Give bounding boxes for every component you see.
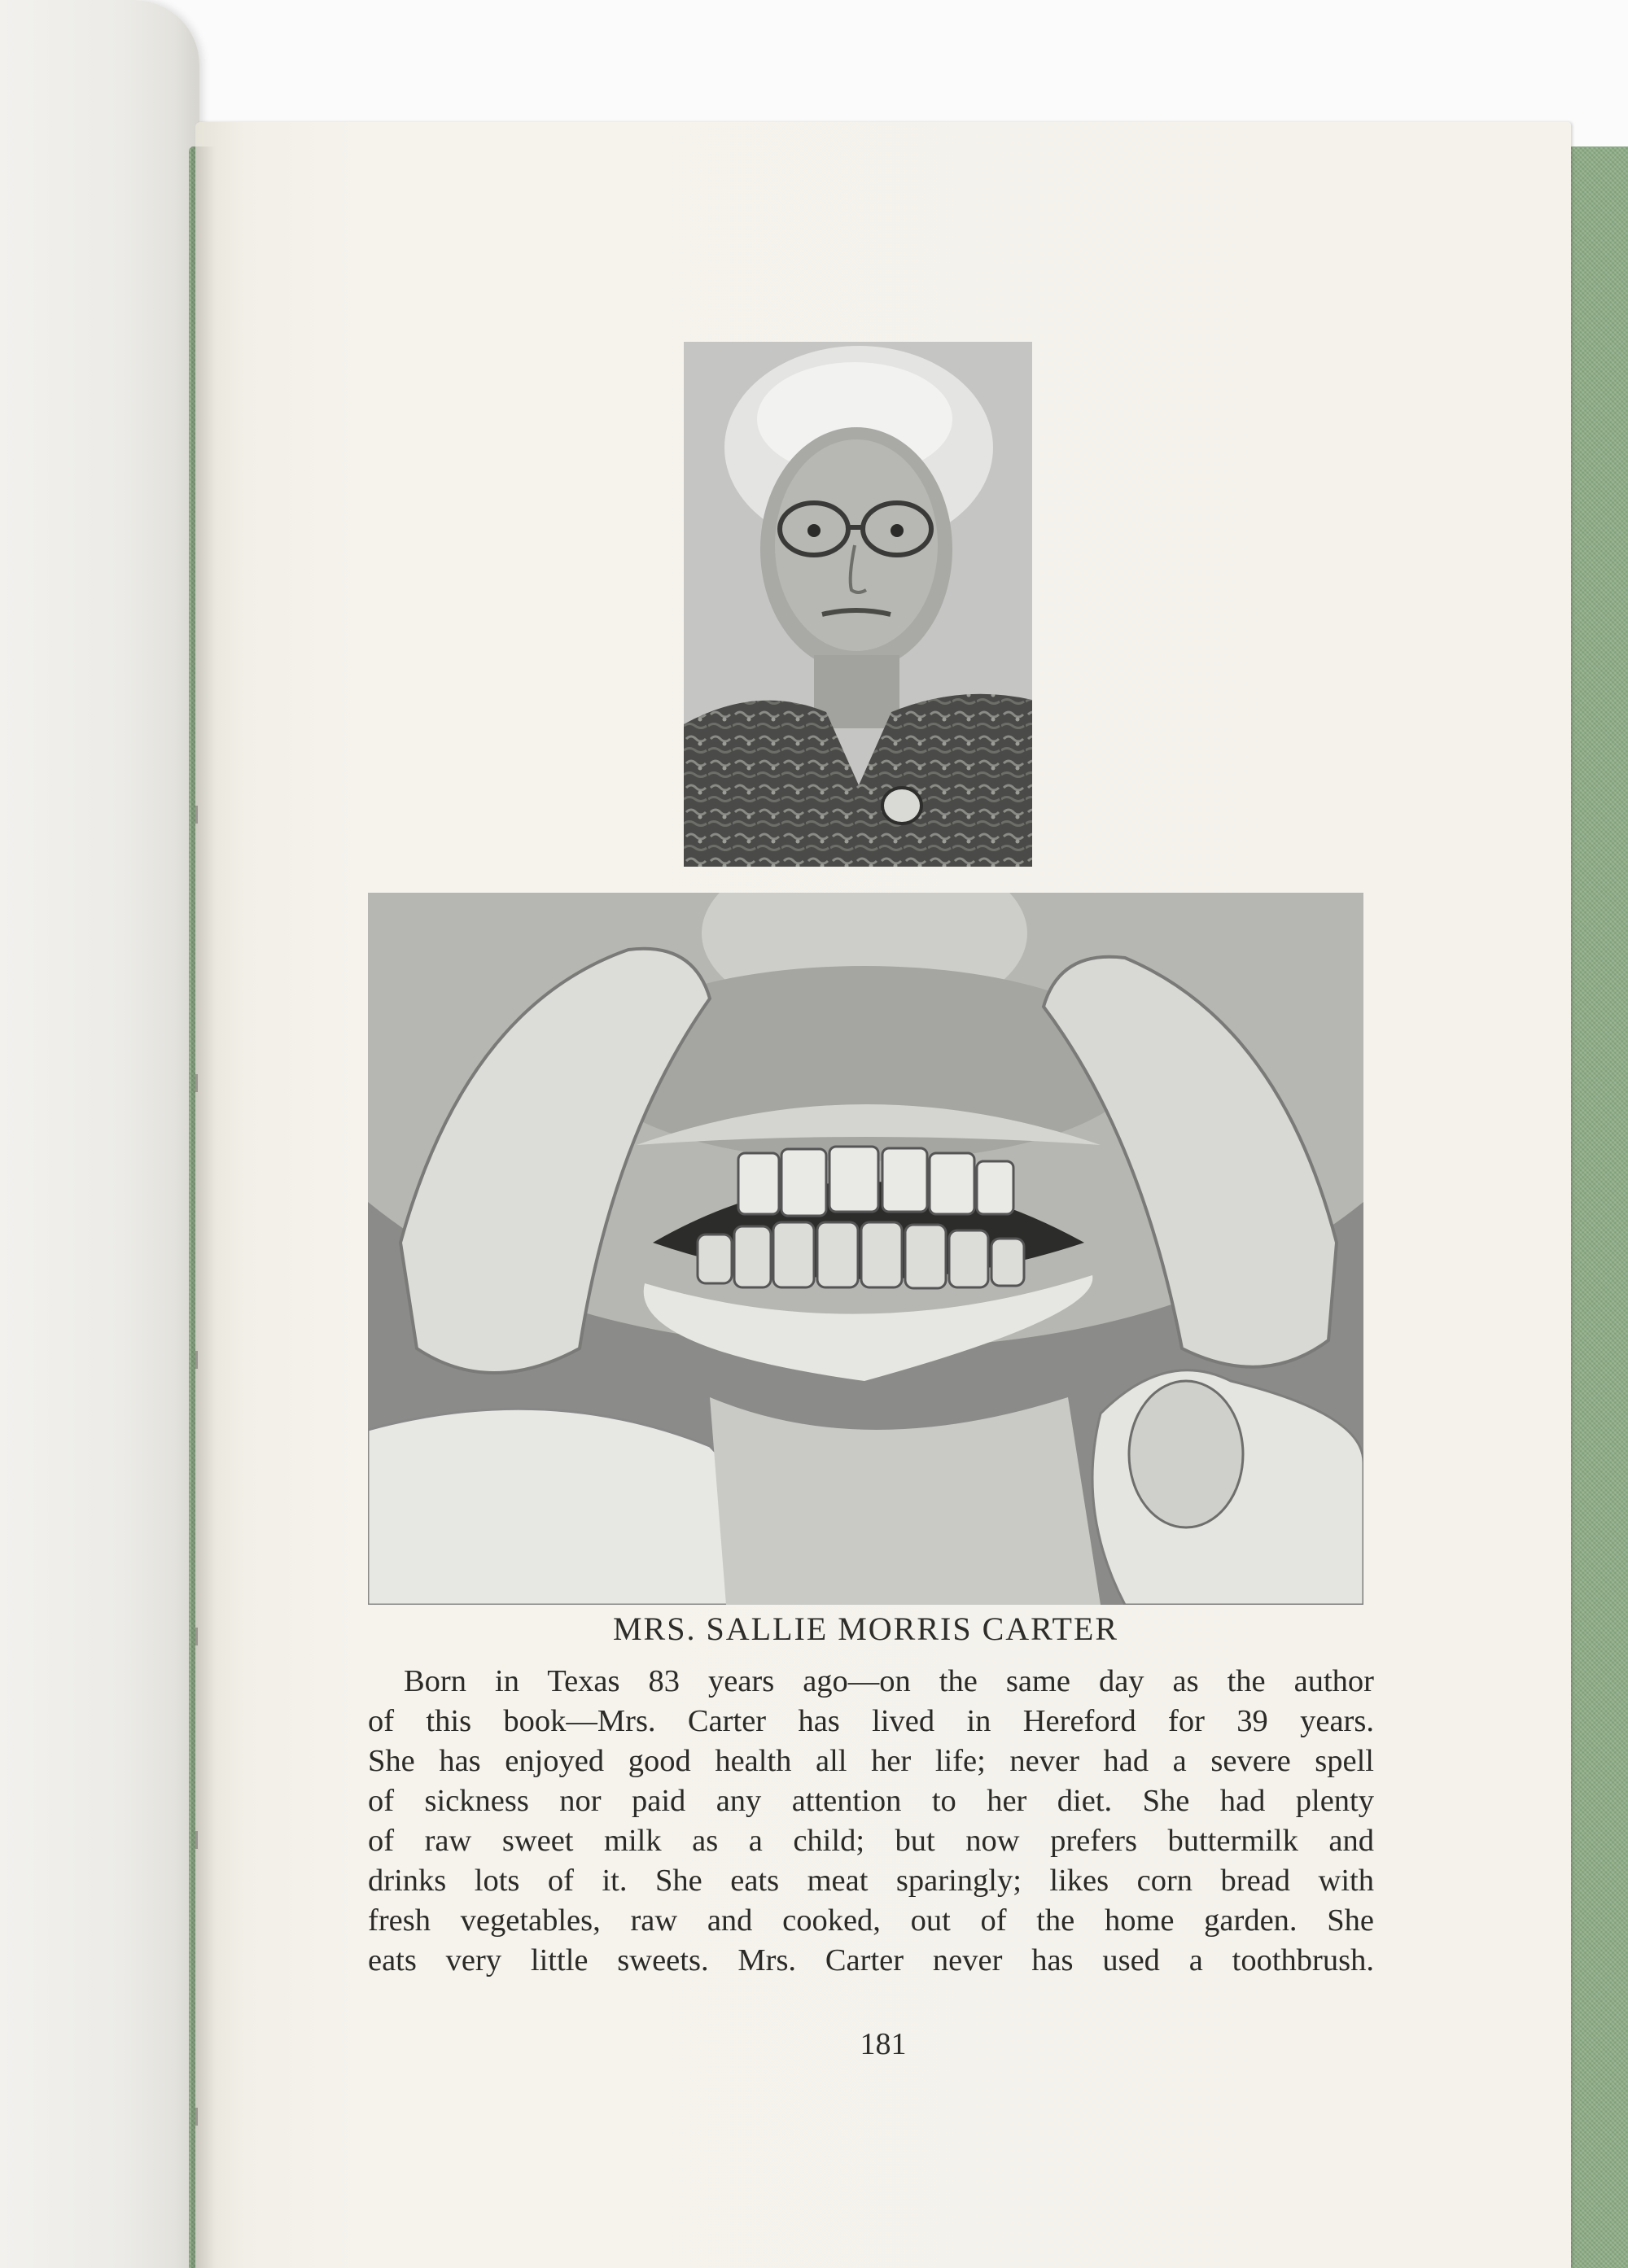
portrait-photo: [684, 342, 1032, 867]
binding-stitch: [195, 2108, 198, 2126]
text-line: of raw sweet milk as a child; but now prefers buttermilk and: [368, 1824, 1374, 1858]
binding-stitch: [195, 1831, 198, 1849]
binding-stitch: [195, 806, 198, 824]
photo-caption: MRS. SALLIE MORRIS CARTER: [612, 1610, 1118, 1647]
left-page: [0, 0, 199, 2268]
text-line: drinks lots of it. She eats meat sparingly; likes corn bread with: [368, 1864, 1374, 1898]
binding-stitch: [195, 1351, 198, 1369]
body-paragraph: [368, 1662, 1374, 1981]
page-number: 181: [860, 2027, 907, 2061]
text-line: She has enjoyed good health all her life; never had a severe spell: [368, 1744, 1374, 1778]
teeth-photo: [368, 893, 1363, 1605]
page-gutter: [191, 146, 216, 2268]
binding-stitch: [195, 1628, 198, 1645]
text-line: of this book—Mrs. Carter has lived in Hereford for 39 years.: [368, 1704, 1374, 1738]
text-line: fresh vegetables, raw and cooked, out of the home garden. She: [368, 1903, 1374, 1938]
text-line: of sickness nor paid any attention to her diet. She had plenty: [368, 1784, 1374, 1818]
binding-stitch: [195, 1074, 198, 1092]
text-line: Born in Texas 83 years ago—on the same day as the author: [404, 1664, 1374, 1698]
text-line: eats very little sweets. Mrs. Carter never has used a toothbrush.: [368, 1943, 1374, 1977]
